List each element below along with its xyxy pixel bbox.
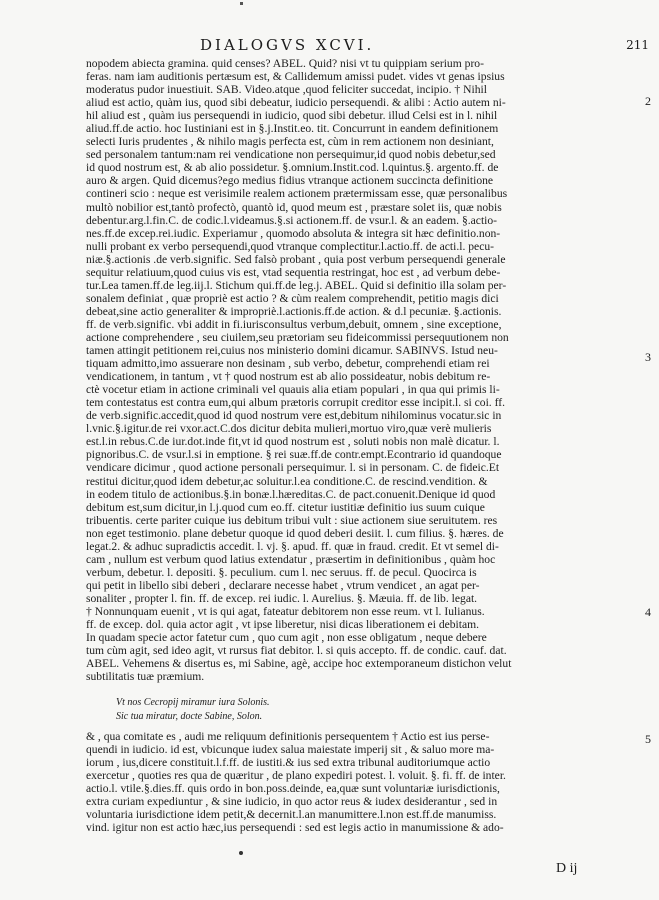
continuation-text [86, 730, 586, 834]
text-line: in eodem titulo de actionibus.§.in bonæ.l.hæreditas.C. de pact.conuenit.Denique id quod [86, 487, 496, 501]
text-line: cam , nullum est verbum quod latius extendatur , præsertim in definitionibus , quàm hoc [86, 552, 496, 566]
margin-note-2: 2 [645, 94, 651, 108]
text-line: † Nonnunquam euenit , vt is qui agat, fateatur debitorem non esse reum. vt l. Iulianus. [86, 604, 485, 618]
text-line: non eget testimonio. plane debetur quoque id quod deberi desiit. l. cum filius. §. hæres. de [86, 526, 504, 540]
text-line: actio.l. vtile.§.dies.ff. quis ordo in bon.poss.deinde, ea,quæ sunt voluntariæ iurisdictionis, [86, 782, 500, 796]
text-line: & , qua comitate es , audi me reliquum definitionis persequentem † Actio est ius perse- [86, 730, 490, 743]
text-line: nulli probant ex verbo persequendi,quod vtranque complectitur.l.actio.ff. de acti.l. pecu- [86, 239, 495, 253]
text-line: restitui dicitur,quod idem debetur,ac soluitur.l.ea conditione.C. de rescind.vendition. & [86, 474, 488, 488]
text-line: contineri scio : neque est verisimile realem actionem prætermissam esse, quæ personalibus [86, 187, 508, 201]
text-line: sed personalem tantum:nam rei vendicatione non persequimur,id quod nobis debetur,sed [86, 148, 496, 162]
text-line: aliud.ff.de actio. hoc Iustiniani est in §.j.Instit.eo. tit. Concurrunt in eandem definitionem [86, 122, 499, 136]
page-header [0, 36, 659, 58]
text-line: verbum, debetur. l. depositi. §. peculium. cum l. nec seruus. ff. de pecul. Quocirca is [86, 565, 477, 579]
text-line: sequitur relatiuum,quod cuius vis est, vtad sequentia restringat, hoc est , ad verbum debe- [86, 265, 501, 279]
signature-mark: D ij [556, 861, 578, 876]
text-line: ff. de excep. dol. quia actor agit , vt ipse liberetur, nisi dicas liberationem ei debitam. [86, 618, 480, 632]
margin-note-5: 5 [645, 732, 651, 746]
text-line: debeat,sine actio generaliter & impropriè.l.actionis.ff.de action. & d.l pecuniæ. §.actionis. [86, 304, 502, 318]
text-line: aliud est actio, quàm ius, quod sibi debeatur, iudicio persequendi. & alibi : Actio autem ni- [86, 96, 506, 110]
text-line: ctè vocetur etiam in actione criminali vel quauis alia etiam populari , in qua qui primis li- [86, 383, 500, 397]
text-line: ABEL. Vehemens & disertus es, mi Sabine, agè, accipe hoc extemporaneum distichon velut [86, 657, 512, 671]
text-line: est.l.in rebus.C.de iur.dot.inde fit,vt id quod nostrum est , soluti nobis non malè dicatur. l. [86, 435, 500, 449]
text-line: feras. nam iam auditionis pertæsum est, & Callidemum amissi pudet. vides vt genas ipsius [86, 70, 505, 84]
text-line: nes.ff.de excep.rei.iudic. Experiamur , quomodo absoluta & integra sit hæc definitio.non- [86, 226, 501, 240]
text-line: tribuentis. certe pariter cuique ius debitum tribui vult : siue actionem siue seruitutem. res [86, 513, 498, 527]
folio-number: 211 [626, 38, 649, 52]
text-line: subtilitatis tuæ præmium. [86, 670, 205, 684]
text-line: voluntaria iurisdictione idem petit,& decernit.l.an manumittere.l.non est.ff.de manumiss. [86, 808, 497, 822]
text-line: exercetur , quoties res qua de quæritur , de plano expediri potest. l. voluit. §. fi. ff. de inter. [86, 769, 506, 783]
text-line: pignoribus.C. de vsur.l.si in emptione. § rei suæ.ff.de contr.empt.Econtrario id quandoque [86, 448, 502, 462]
text-line: quendi in iudicio. id est, vbicunque iudex salua maiestate imperij sit , & saluo more ma- [86, 743, 495, 757]
text-line: l.vnic.§.igitur.de rei vxor.act.C.dos dicitur debita mulieri,mortuo viro,quæ verè mulieris [86, 422, 492, 436]
text-line: vendicationem, in tantum , vt † quod nostrum est ab alio possideatur, nobis debitum re- [86, 370, 491, 384]
text-line: ff. de verb.signific. vbi addit in fi.iurisconsultus verbum,debuit, omnem , sine exceptione, [86, 317, 502, 331]
text-line: debitum est,sum dicitur,in l.j.quod cum eo.ff. citetur iustitiæ definitio ius suum cuique [86, 500, 485, 514]
text-line: tem contestatus est contra eum,qui album prætoris corrupit creditor esse incipit.l. si coi. ff. [86, 396, 505, 410]
text-line: selecti Iuris prudentes , & nihilo magis perfecta est, cùm in rem actionem non desiniant, [86, 135, 494, 149]
text-line: tamen attingit petitionem rei,cuius nos ministerio domini dicamur. SABINVS. Istud neu- [86, 344, 498, 358]
text-line: multò nobilior est,tantò profectò, quantò id, quod meum est , præstare solet iis, quæ nobis [86, 200, 502, 214]
text-line: qui petit in libello sibi deberi , declarare necesse habet , vtrum vendicet , an agat per- [86, 578, 480, 592]
text-line: sonalem definiat , quæ propriè est actio ? & cùm realem comprehendit, petitio magis dici [86, 291, 499, 305]
text-line: sonaliter , propter l. fin. ff. de excep. rei iudic. l. Aurelius. §. Mæuia. ff. de lib. legat. [86, 591, 478, 605]
ornament-dot [239, 851, 243, 855]
running-title: DIALOGVS XCVI. [200, 36, 375, 54]
margin-note-4: 4 [645, 605, 651, 619]
text-line: actione comprehendere , seu ciuilem,seu prætoriam seu fideicommissi persequutionem non [86, 330, 509, 344]
text-line: In quadam specie actor fatetur cum , quo cum agit , non esse obligatum , neque debere [86, 631, 487, 645]
text-line: tiquam admitto,imo assuerare non desinam , sub verbo, debetur, comprehendi etiam rei [86, 357, 490, 371]
text-line: id quod nostrum est, & ab alio possidetur. §.omnium.Instit.cod. l.quintus.§. argento.ff. de [86, 161, 499, 175]
text-line: hil aliud est , quàm ius persequendi in iudicio, quod sibi debetur. illud Celsi est in l. nihil [86, 109, 498, 123]
text-line: tur.Lea tamen.ff.de leg.iij.l. Stichum qui.ff.de leg.j. ABEL. Quid si definitio illa solam per- [86, 278, 507, 292]
text-line: niæ.§.actionis .de verb.signific. Sed falsò probant , quia post verbum persequendi generale [86, 252, 506, 266]
text-line: nopodem abiecta gramina. quid censes? ABEL. Quid? nisi vt tu quippiam serium pro- [86, 57, 484, 70]
verse-line: Vt nos Cecropij miramur iura Solonis. [116, 697, 270, 708]
main-text [86, 57, 586, 683]
margin-note-3: 3 [645, 350, 651, 364]
text-line: de verb.signific.accedit,quod id quod nostrum vere est,debitum nihilominus vocatur.sic in [86, 409, 502, 423]
ink-mark [240, 2, 243, 5]
text-line: tum cùm agit, sed ideo agit, vt rursus fiat debitor. l. si quis accepto. ff. de condic. cauf. dat. [86, 644, 507, 658]
text-line: iorum , ius,dicere constituit.l.f.ff. de iustiti.& ius sed extra tribunal auditoriumque actio [86, 756, 491, 770]
text-line: legat.2. & adhuc supradictis accedit. l. vj. §. apud. ff. quæ in fraud. credit. Et vt semel di- [86, 539, 499, 553]
verse-line: Sic tua miratur, docte Sabine, Solon. [116, 711, 263, 722]
text-line: extra curiam expediuntur , & sine iudicio, in quo actor reus & iudex desiderantur , sed in [86, 795, 498, 809]
text-line: vind. igitur non est actio hæc,ius persequendi : sed est legis actio in manumissione & ado- [86, 821, 504, 835]
text-line: auro & argen. Quid dicemus?ego medius fidius vtranque actionem succincta definitione [86, 174, 494, 188]
text-line: moderatus pudor inuestiuit. SAB. Video.atque ,quod feliciter succedat, incipio. † Nihil [86, 83, 487, 97]
text-line: vendicare dicimur , quod actione personali persequimur. l. si in personam. C. de fideic.Et [86, 461, 500, 475]
text-line: debentur.arg.l.fin.C. de codic.l.videamus.§.si actionem.ff. de vsur.l. & an eadem. §.actio- [86, 213, 498, 227]
